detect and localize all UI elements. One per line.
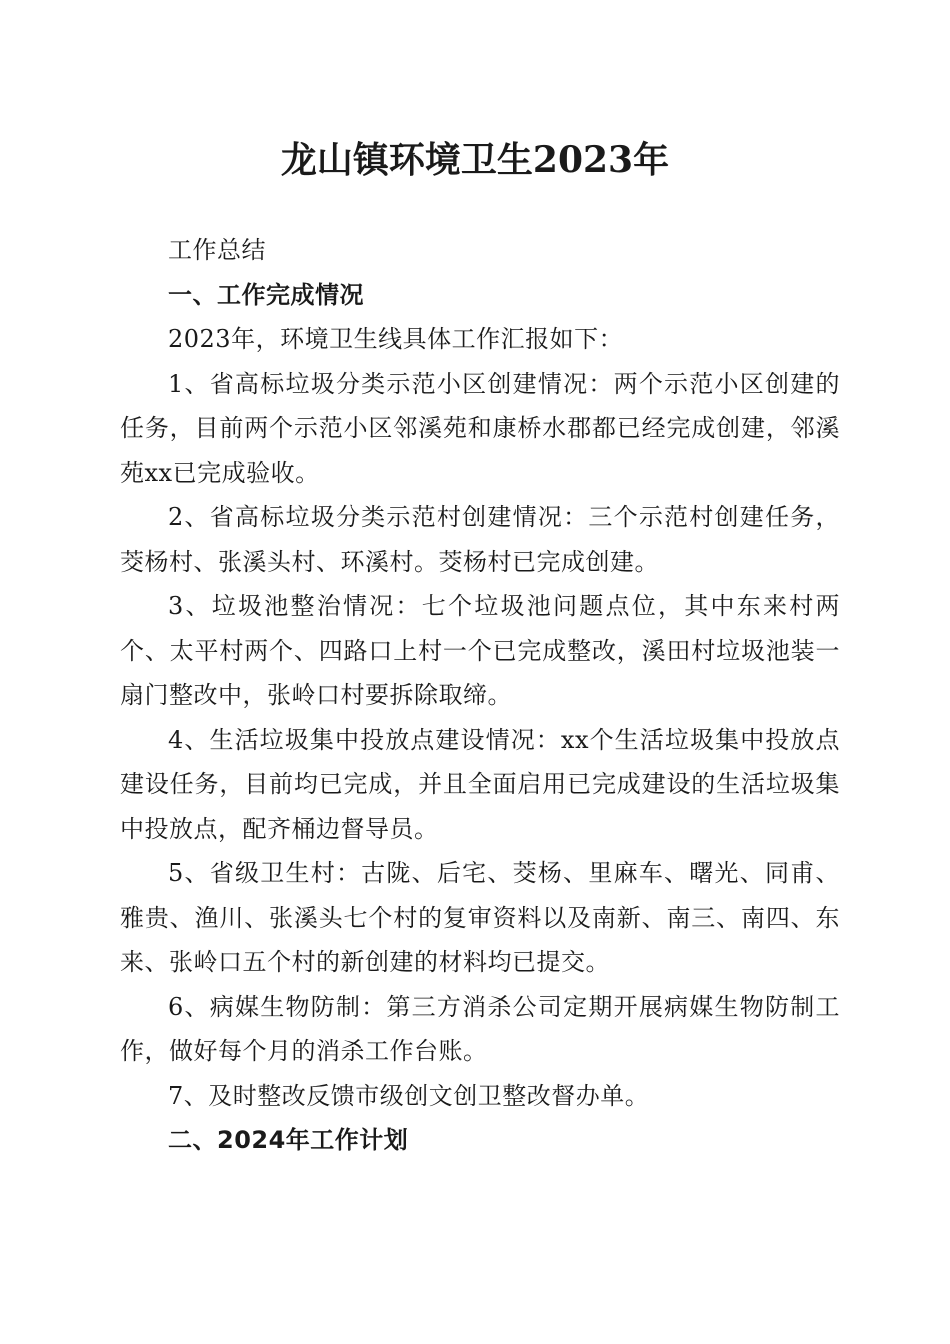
list-item: 6、病媒生物防制：第三方消杀公司定期开展病媒生物防制工作，做好每个月的消杀工作台账。 [120,992,840,1065]
section-heading-2: 二、2024年工作计划 [168,1126,409,1154]
list-item: 1、省高标垃圾分类示范小区创建情况：两个示范小区创建的任务，目前两个示范小区邻溪苑和康桥水郡都已经完成创建，邻溪苑xx已完成验收。 [120,369,840,487]
document-title: 龙山镇环境卫生2023年 [280,139,670,181]
list-item: 5、省级卫生村：古陇、后宅、茭杨、里麻车、曙光、同甫、雅贵、渔川、张溪头七个村的复审资料以及南新、南三、南四、东来、张岭口五个村的新创建的材料均已提交。 [120,859,840,976]
section-heading-1: 一、工作完成情况 [168,280,364,309]
document-body [120,228,840,1163]
document-subtitle: 工作总结 [168,236,266,264]
list-item: 7、及时整改反馈市级创文创卫整改督办单。 [168,1081,650,1110]
list-item: 2、省高标垃圾分类示范村创建情况：三个示范村创建任务，茭杨村、张溪头村、环溪村。茭杨村已完成创建。 [120,503,840,576]
list-item: 4、生活垃圾集中投放点建设情况：xx个生活垃圾集中投放点建设任务，目前均已完成，并且全面启用已完成建设的生活垃圾集中投放点，配齐桶边督导员。 [120,725,840,843]
list-item: 3、垃圾池整治情况：七个垃圾池问题点位，其中东来村两个、太平村两个、四路口上村一个已完成整改，溪田村垃圾池装一扇门整改中，张岭口村要拆除取缔。 [120,592,840,709]
intro-paragraph: 2023年，环境卫生线具体工作汇报如下： [168,325,624,353]
